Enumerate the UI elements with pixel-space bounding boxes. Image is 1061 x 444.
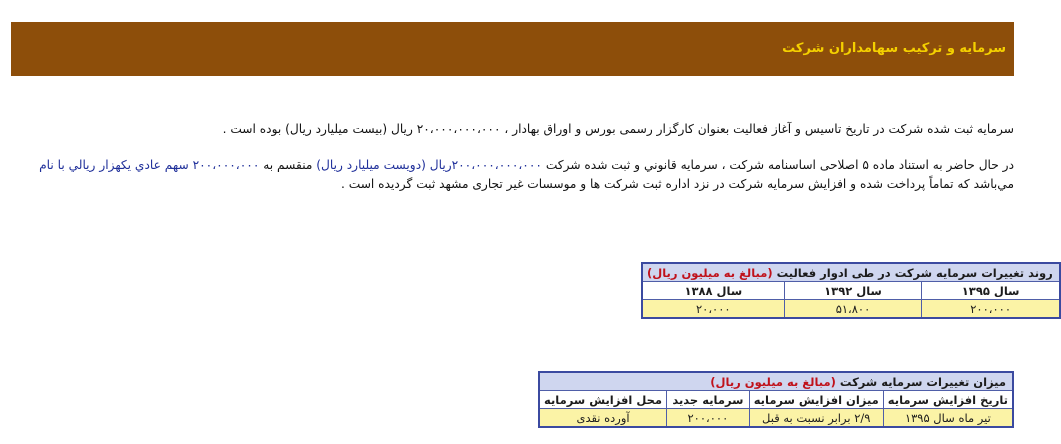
section-header-bar [11, 22, 1014, 76]
capital-paragraph-text: سرمایه ثبت شده شرکت در تاریخ تاسیس و آغاز فعالیت بعنوان کارگزار رسمی بورس و اوراق بهادار ، ۲۰،۰۰۰،۰۰۰،۰۰۰ ریال (بیست میلیارد ریال) بوده است . [222, 122, 1014, 136]
table-header-year-1395: سال ۱۳۹۵ [922, 282, 1060, 300]
current-capital-text-line2: مي‌باشد که تماماً پرداخت شده و افزایش سرمایه شرکت در نزد اداره ثبت شرکت ها و موسسات غیر تجاری مشهد ثبت گردیده است . [341, 177, 1014, 191]
capital-paragraph [223, 122, 1014, 136]
table-header-increase-date: تاریخ افزایش سرمایه [883, 391, 1013, 409]
table-header-year-1388: سال ۱۳۸۸ [642, 282, 784, 300]
table-header-year-1392: سال ۱۳۹۲ [784, 282, 922, 300]
table-header-increase-amount: میزان افزایش سرمایه [749, 391, 883, 409]
table-value-new-capital: ۲۰۰،۰۰۰ [667, 409, 750, 428]
current-capital-paragraph-line2 [341, 177, 1014, 191]
capital-change-caption-note: (مبالغ به میلیون ریال) [710, 374, 836, 389]
table-value-increase-amount: ۲/۹ برابر نسبت به قبل [749, 409, 883, 428]
table-value-1388: ۲۰،۰۰۰ [642, 300, 784, 319]
table-header-new-capital: سرمایه جدید [667, 391, 750, 409]
capital-change-table [538, 371, 1014, 428]
table-value-increase-date: تیر ماه سال ۱۳۹۵ [883, 409, 1013, 428]
current-capital-text-a: در حال حاضر به استناد ماده ۵ اصلاحی اساسنامه شرکت ، سرمایه قانوني و ثبت شده شرکت [541, 158, 1014, 172]
capital-trend-caption-note: (مبالغ به میلیون ریال) [647, 265, 773, 280]
table-header-increase-source: محل افزایش سرمایه [539, 391, 667, 409]
registered-capital-amount: ۲۰۰،۰۰۰،۰۰۰،۰۰۰ریال (دویست میلیارد ریال) [316, 158, 542, 172]
capital-change-caption: میزان تغییرات سرمایه شرکت (مبالغ به میلیون ریال) [539, 372, 1013, 391]
section-title: سرمایه و ترکیب سهامداران شرکت [782, 41, 1006, 56]
table-value-1392: ۵۱،۸۰۰ [784, 300, 922, 319]
table-value-increase-source: آورده نقدی [539, 409, 667, 428]
share-count-text: ۲۰۰،۰۰۰،۰۰۰ سهم عادي یکهزار ریالي با نام [39, 158, 260, 172]
current-capital-paragraph-line1 [39, 158, 1014, 172]
table-value-1395: ۲۰۰،۰۰۰ [922, 300, 1060, 319]
capital-trend-table [641, 262, 1061, 319]
capital-trend-caption: روند تغییرات سرمایه شرکت در طی ادوار فعالیت (مبالغ به میلیون ریال) [642, 263, 1060, 282]
current-capital-text-c: منقسم به [259, 158, 317, 172]
